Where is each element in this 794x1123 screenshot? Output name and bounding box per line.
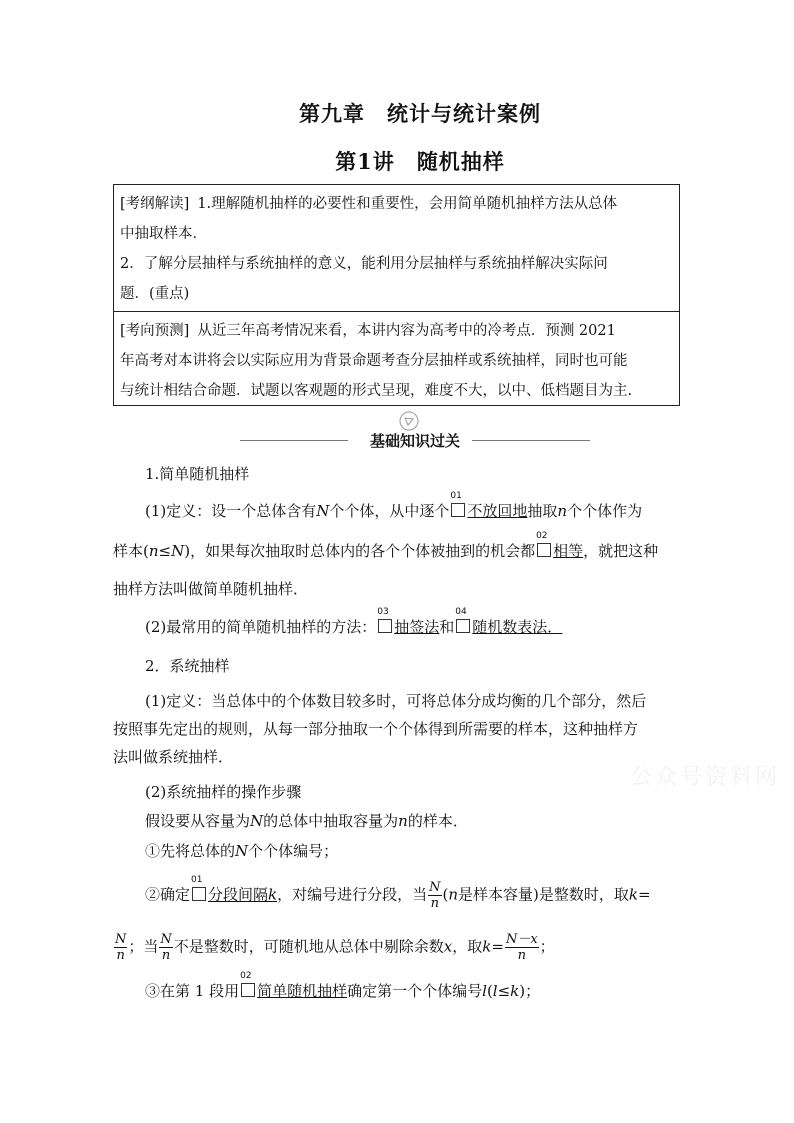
text: )； [519, 982, 541, 1000]
var-x: x [443, 937, 453, 956]
forecast-line: 从近三年高考情况来看，本讲内容为高考中的冷考点．预测 2021 [197, 323, 616, 339]
blank-number: 04 [455, 607, 467, 617]
blank-box-icon [455, 607, 470, 633]
s2-step2-line1 [145, 874, 651, 911]
chapter-number: 第九章 [299, 101, 365, 126]
text: 的总体中抽取容量为 [263, 812, 399, 830]
numerator: N－x [505, 932, 538, 947]
s1-methods [145, 607, 563, 637]
text: 是样本容量)是整数时，取 [458, 885, 629, 904]
denominator: n [517, 948, 526, 963]
blank-box-icon [240, 971, 255, 997]
var-k: k [628, 885, 638, 904]
fraction-N-over-n [159, 932, 172, 963]
s2-step1 [145, 840, 338, 861]
var-l: l [482, 982, 487, 1000]
blank-number: 01 [450, 491, 462, 501]
text: )，如果每次抽取时总体内的各个个体被抽到的机会都 [184, 542, 536, 560]
condition: l≤k [492, 982, 520, 1000]
lesson-title [0, 146, 794, 176]
blank-box-icon [450, 491, 465, 517]
fraction-N-over-n [428, 880, 441, 911]
var-N: N [235, 842, 249, 860]
text: (2)最常用的简单随机抽样的方法： [145, 618, 377, 636]
s1-def-line1 [145, 491, 643, 521]
denominator: n [161, 948, 171, 963]
blank-number: 02 [240, 971, 252, 981]
syllabus-row [114, 185, 679, 312]
s1-def-line3: 抽样方法叫做简单随机抽样． [113, 580, 309, 598]
text: ( [442, 885, 449, 904]
text: 样本( [113, 542, 149, 560]
blank-box-icon [536, 531, 551, 557]
numerator: N [160, 932, 172, 947]
var-n: n [448, 885, 459, 904]
text: 不是整数时，可随机地从总体中剔除余数 [173, 937, 444, 956]
text: 假设要从容量为 [145, 812, 251, 830]
text: 确定第一个个体编号 [347, 982, 483, 1000]
answer-text: 分段间隔 [208, 885, 269, 904]
s1-heading: 1.简单随机抽样 [145, 465, 250, 483]
blank-number: 02 [536, 531, 548, 541]
section-heading: 基础知识过关 [369, 432, 460, 450]
answer-text: 抽签法 [394, 618, 440, 636]
syllabus-line: 中抽取样本． [120, 226, 207, 242]
blank-box-icon [191, 874, 206, 901]
var-k: k [268, 885, 278, 904]
text: ； [539, 937, 555, 956]
syllabus-line: 2．了解分层抽样与系统抽样的意义，能利用分层抽样与系统抽样解决实际问 [120, 256, 608, 272]
syllabus-tag: [考纲解读] [120, 196, 190, 212]
fraction-N-over-n [114, 932, 127, 963]
text: = [491, 937, 504, 956]
blank-box-icon [377, 607, 392, 633]
s2-steps-heading: (2)系统抽样的操作步骤 [145, 783, 302, 801]
watermark: 公众号资料网 [630, 765, 781, 790]
divider-line-right [472, 440, 590, 441]
fraction-N-minus-x-over-n [505, 932, 539, 963]
text: 个个体，从中逐个 [329, 502, 450, 520]
var-n: n [398, 812, 408, 830]
s2-def-line3: 法叫做系统抽样． [113, 748, 234, 766]
section-divider [240, 430, 590, 450]
text: 个个体作为 [567, 502, 643, 520]
denominator: n [116, 948, 125, 963]
s1-def-line2 [113, 531, 659, 561]
text: ②确定 [145, 885, 191, 904]
var-N: N [250, 812, 264, 830]
forecast-row [114, 312, 679, 407]
denominator: n [430, 896, 440, 911]
s2-heading: 2．系统抽样 [145, 657, 230, 675]
text: ，取 [452, 937, 483, 956]
forecast-line: 与统计相结合命题．试题以客观题的形式呈现，难度不大，以中、低档题目为主. [120, 383, 633, 399]
var-n: n [557, 502, 568, 520]
chapter-title [0, 98, 794, 128]
text: ①先将总体的 [145, 842, 236, 860]
blank-number: 01 [191, 874, 203, 885]
divider-line-left [240, 440, 348, 441]
text: 的样本． [407, 812, 468, 830]
answer-text: 不放回地 [467, 502, 528, 520]
forecast-tag: [考向预测] [120, 323, 190, 339]
numerator: N [115, 932, 127, 947]
answer-text: 简单随机抽样 [257, 982, 348, 1000]
var-N: N [316, 502, 330, 520]
s2-def-line1: (1)定义：当总体中的个体数目较多时，可将总体分成均衡的几个部分，然后 [145, 692, 647, 710]
text: ；当 [128, 937, 159, 956]
outline-box [113, 184, 680, 406]
condition: n≤N [148, 542, 185, 560]
forecast-line: 年高考对本讲将会以实际应用为背景命题考查分层抽样或系统抽样，同时也可能 [120, 353, 628, 369]
lesson-subtitle: 随机抽样 [416, 149, 505, 174]
text: ③在第 1 段用 [145, 982, 240, 1000]
section-emblem-icon [398, 410, 420, 432]
s2-step3 [145, 971, 541, 1001]
text: 个个体编号； [248, 842, 339, 860]
answer-text: 随机数表法． [472, 618, 563, 636]
s2-assume [145, 810, 468, 831]
lesson-number: 第1讲 [335, 149, 395, 174]
text: (1)定义：设一个总体含有 [145, 502, 317, 520]
text: ，对编号进行分段，当 [277, 885, 428, 904]
var-k: k [482, 937, 492, 956]
syllabus-line: 题．(重点) [120, 286, 190, 302]
text: = [638, 885, 651, 904]
s2-def-line2: 按照事先定出的规则，从每一部分抽取一个个体得到所需要的样本，这种抽样方 [113, 720, 639, 738]
answer-text: 相等 [553, 542, 584, 560]
text: ，就把这种 [583, 542, 659, 560]
text: ( [486, 982, 493, 1000]
s2-step2-line2 [113, 932, 555, 963]
text: 抽取 [527, 502, 558, 520]
numerator: N [429, 880, 441, 895]
chapter-subtitle: 统计与统计案例 [387, 101, 541, 126]
text: 和 [439, 618, 455, 636]
syllabus-line: 1.理解随机抽样的必要性和重要性，会用简单随机抽样方法从总体 [197, 196, 618, 212]
blank-number: 03 [377, 607, 389, 617]
